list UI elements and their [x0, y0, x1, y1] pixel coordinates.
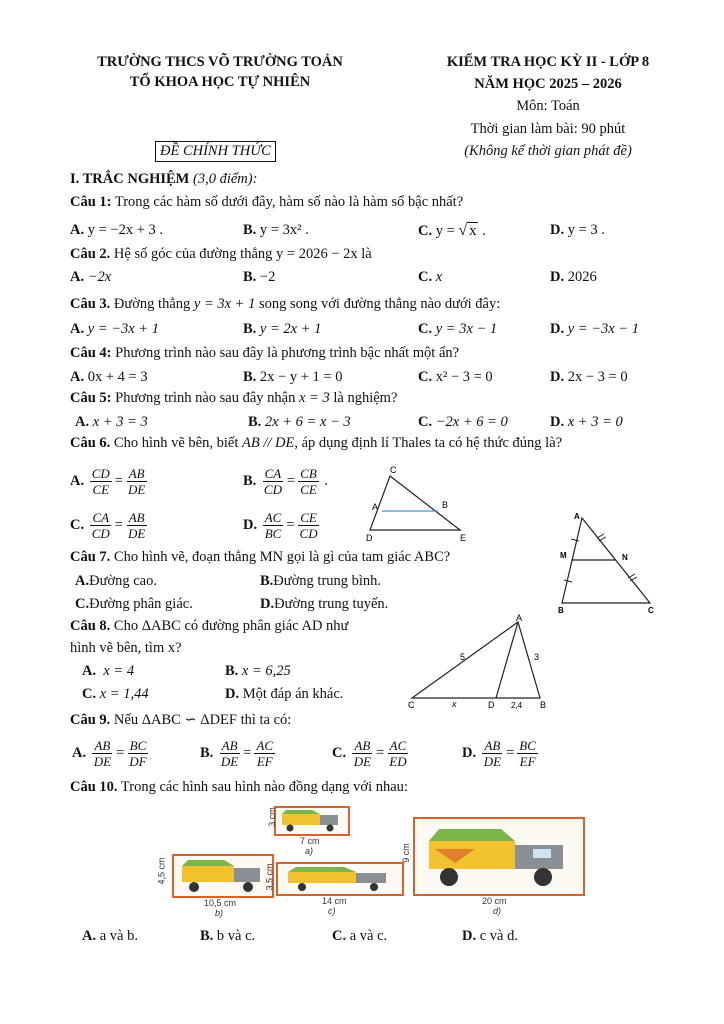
question-6: Câu 6. Cho hình vẽ bên, biết AB // DE, áp dụng định lí Thales ta có hệ thức đúng là?	[70, 435, 563, 451]
q6-triangle-figure	[360, 460, 480, 545]
question-2: Câu 2. Hệ số góc của đường thẳng y = 2026 − 2x là	[70, 246, 372, 262]
truck-c-width: 14 cm	[322, 896, 347, 906]
q8-label-3: 3	[534, 652, 540, 662]
q2-option-d[interactable]: D. 2026	[550, 269, 597, 285]
q5-option-c[interactable]: C. −2x + 6 = 0	[418, 414, 508, 430]
truck-icon	[174, 856, 272, 896]
q3-option-c[interactable]: C. y = 3x − 1	[418, 321, 498, 337]
q7-option-a[interactable]: A.Đường cao.	[75, 573, 157, 589]
truck-d-tag: d)	[493, 906, 502, 916]
question-10: Câu 10. Trong các hình sau hình nào đồng dạng với nhau:	[70, 779, 408, 795]
q7-option-c[interactable]: C.Đường phân giác.	[75, 596, 193, 612]
q8-label-b: B	[540, 700, 547, 710]
truck-a-height: 3 cm	[266, 807, 277, 827]
question-4: Câu 4: Phương trình nào sau đây là phương trình bậc nhất một ẩn?	[70, 345, 460, 361]
q9-option-b[interactable]: B. $\frac{AB}{DE}$ = $\frac{AC}{EF}$	[200, 738, 274, 769]
q5-option-a[interactable]: A. x + 3 = 3	[75, 414, 148, 430]
q3-option-b[interactable]: B. y = 2x + 1	[243, 321, 322, 337]
question-9: Câu 9. Nếu ΔABC ∽ ΔDEF thì ta có:	[70, 712, 292, 728]
q5-option-d[interactable]: D. x + 3 = 0	[550, 414, 623, 430]
q8-label-5: 5	[460, 652, 466, 662]
school-name: TRƯỜNG THCS VÕ TRƯỜNG TOẢN	[97, 54, 343, 70]
q6-label-b: B	[442, 500, 449, 510]
q2-option-a[interactable]: A. −2x	[70, 269, 112, 285]
q4-option-c[interactable]: C. x² − 3 = 0	[418, 369, 493, 385]
q7-tick-am	[571, 539, 579, 541]
q6-label-c: C	[390, 465, 397, 475]
q6-option-c[interactable]: C. $\frac{CA}{CD}$ = $\frac{AB}{DE}$	[70, 510, 146, 541]
q6-label-d: D	[366, 533, 373, 543]
truck-b-width: 10,5 cm	[204, 898, 237, 908]
q8-label-a: A	[516, 613, 523, 623]
q6-label-e: E	[460, 533, 467, 543]
q8-triangle-figure	[400, 612, 560, 712]
q5-option-b[interactable]: B. 2x + 6 = x − 3	[248, 414, 351, 430]
q7-label-b: B	[558, 606, 564, 615]
q6-label-a: A	[372, 502, 379, 512]
truck-figure-c	[276, 862, 404, 896]
q8-label-c: C	[408, 700, 415, 710]
q1-option-a[interactable]: A. y = −2x + 3 .	[70, 222, 164, 238]
q7-tick-mb	[564, 580, 572, 582]
q6-option-a[interactable]: A. $\frac{CD}{CE}$ = $\frac{AB}{DE}$	[70, 466, 146, 497]
q6-option-b[interactable]: B. $\frac{CA}{CD}$ = $\frac{CB}{CE}$ .	[243, 466, 329, 497]
q10-option-c[interactable]: C. a và c.	[332, 928, 388, 944]
truck-d-width: 20 cm	[482, 896, 507, 906]
exam-title: KIỂM TRA HỌC KỲ II - LỚP 8	[446, 54, 650, 70]
q8-option-d[interactable]: D. Một đáp án khác.	[225, 686, 344, 702]
q7-label-n: N	[622, 553, 628, 562]
question-5: Câu 5: Phương trình nào sau đây nhận x = 3 là nghiệm?	[70, 390, 398, 406]
truck-figure-b	[172, 854, 274, 898]
q10-option-a[interactable]: A. a và b.	[82, 928, 138, 944]
truck-a-width: 7 cm	[300, 836, 320, 846]
q4-option-a[interactable]: A. 0x + 4 = 3	[70, 369, 148, 385]
q9-option-d[interactable]: D. $\frac{AB}{DE}$ = $\frac{BC}{EF}$	[462, 738, 536, 769]
q8-option-a[interactable]: A. x = 4	[82, 663, 135, 679]
question-7: Câu 7. Cho hình vẽ, đoạn thẳng MN gọi là gì của tam giác ABC?	[70, 549, 451, 565]
q9-option-a[interactable]: A. $\frac{AB}{DE}$ = $\frac{BC}{DF}$	[72, 738, 147, 769]
q8-option-c[interactable]: C. x = 1,44	[82, 686, 149, 702]
truck-icon	[415, 819, 583, 894]
q1-option-d[interactable]: D. y = 3 .	[550, 222, 605, 238]
truck-b-height: 4,5 cm	[156, 857, 167, 885]
q10-option-b[interactable]: B. b và c.	[200, 928, 256, 944]
q7-triangle-figure	[552, 510, 662, 616]
department-name: TỔ KHOA HỌC TỰ NHIÊN	[129, 74, 311, 90]
q7-tick-an-2	[599, 537, 606, 541]
question-8-line2: hình vẽ bên, tìm x?	[70, 640, 182, 656]
question-3: Câu 3. Đường thẳng y = 3x + 1 song song với đường thẳng nào dưới đây:	[70, 296, 501, 312]
truck-figure-d	[413, 817, 585, 896]
truck-d-height: 9 cm	[400, 843, 411, 863]
q1-option-b[interactable]: B. y = 3x² .	[243, 222, 309, 238]
q10-option-d[interactable]: D. c và d.	[462, 928, 518, 944]
truck-icon	[278, 864, 402, 894]
q4-option-d[interactable]: D. 2x − 3 = 0	[550, 369, 628, 385]
duration: Thời gian làm bài: 90 phút	[470, 121, 626, 137]
truck-icon	[276, 808, 348, 834]
official-label: ĐỀ CHÍNH THỨC	[155, 141, 276, 162]
subject: Môn: Toán	[516, 98, 580, 114]
q7-label-c: C	[648, 606, 654, 615]
q3-option-d[interactable]: D. y = −3x − 1	[550, 321, 639, 337]
q7-option-b[interactable]: B.Đường trung bình.	[260, 573, 382, 589]
q8-label-x: x	[452, 699, 457, 709]
truck-b-tag: b)	[215, 908, 224, 918]
q2-option-b[interactable]: B. −2	[243, 269, 276, 285]
q4-option-b[interactable]: B. 2x − y + 1 = 0	[243, 369, 343, 385]
school-year: NĂM HỌC 2025 – 2026	[474, 76, 622, 92]
q6-option-d[interactable]: D. $\frac{AC}{BC}$ = $\frac{CE}{CD}$	[243, 510, 318, 541]
q7-tick-an-1	[597, 534, 604, 538]
q8-option-b[interactable]: B. x = 6,25	[225, 663, 291, 679]
q8-bisector-ad	[496, 622, 518, 698]
truck-c-tag: c)	[328, 906, 336, 916]
section-title: I. TRẮC NGHIỆM (3,0 điểm):	[70, 171, 258, 187]
question-1: Câu 1: Trong các hàm số dưới đây, hàm số nào là hàm số bậc nhất?	[70, 194, 464, 210]
q7-label-m: M	[560, 551, 567, 560]
duration-note: (Không kể thời gian phát đề)	[464, 143, 632, 159]
q9-option-c[interactable]: C. $\frac{AB}{DE}$ = $\frac{AC}{ED}$	[332, 738, 407, 769]
q8-label-d: D	[488, 700, 495, 710]
q1-option-c[interactable]: C. y = √ x .	[418, 222, 486, 239]
q8-triangle	[412, 622, 540, 698]
q3-option-a[interactable]: A. y = −3x + 1	[70, 321, 159, 337]
q2-option-c[interactable]: C. x	[418, 269, 443, 285]
truck-c-height: 3,5 cm	[264, 863, 275, 891]
q7-option-d[interactable]: D.Đường trung tuyến.	[260, 596, 389, 612]
q8-label-24: 2,4	[511, 701, 523, 710]
question-8-line1: Câu 8. Cho ΔABC có đường phân giác AD như	[70, 618, 349, 634]
truck-a-tag: a)	[305, 846, 314, 856]
truck-figure-a	[274, 806, 350, 836]
q7-label-a: A	[574, 512, 580, 521]
